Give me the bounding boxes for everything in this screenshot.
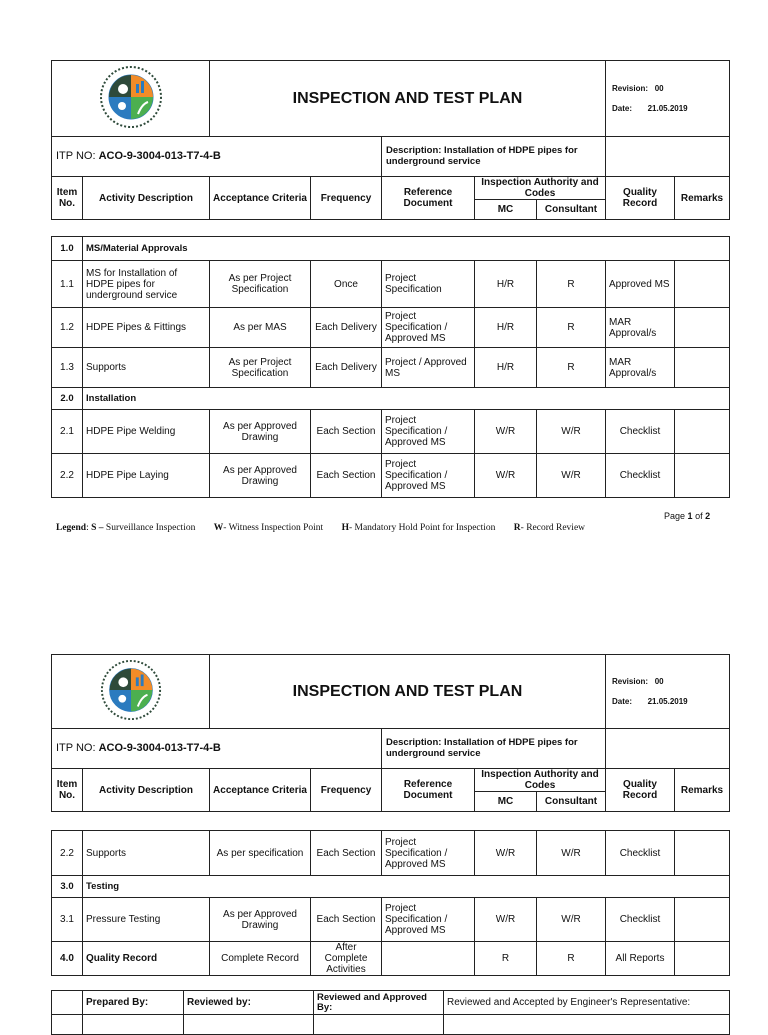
col-frequency: Frequency: [311, 177, 382, 220]
col-item-no: Item No.: [52, 177, 83, 220]
table-row: 2.2 HDPE Pipe Laying As per Approved Drawing Each Section Project Specification / Approved MS W/R W/R Checklist: [52, 454, 730, 498]
col-authority: Inspection Authority and Codes: [475, 177, 606, 200]
table-row: 4.0 Quality Record Complete Record After Complete Activities R R All Reports: [52, 942, 730, 976]
page2-header: [51, 654, 730, 812]
revision-value: 00: [654, 676, 664, 686]
prepared-by-label: Prepared By:: [83, 991, 184, 1015]
legend: Legend: S – Surveillance Inspection W- Witness Inspection Point H- Mandatory Hold Point for Inspection R- Record Review: [56, 523, 586, 533]
revision-value: 00: [654, 83, 664, 93]
col-mc: MC: [475, 200, 537, 220]
col-authority: Inspection Authority and Codes: [475, 769, 606, 792]
signature-block: [51, 990, 730, 1035]
col-quality: Quality Record: [606, 177, 675, 220]
plan-description: Description: Installation of HDPE pipes for underground service: [382, 729, 606, 769]
col-reference: Reference Document: [382, 769, 475, 812]
col-frequency: Frequency: [311, 769, 382, 812]
engineer-representative-label: Reviewed and Accepted by Engineer's Representative:: [444, 991, 730, 1015]
table-row: 1.1 MS for Installation of HDPE pipes for underground service As per Project Specification Once Project Specification H/R R Approved MS: [52, 261, 730, 308]
approved-by-label: Reviewed and Approved By:: [314, 991, 444, 1015]
col-activity: Activity Description: [83, 769, 210, 812]
col-activity: Activity Description: [83, 177, 210, 220]
table-row: 1.2 HDPE Pipes & Fittings As per MAS Each Delivery Project Specification / Approved MS H/R R MAR Approval/s: [52, 308, 730, 348]
section-row: 3.0 Testing: [52, 876, 730, 898]
page-number: Page 1 of 2: [664, 511, 711, 521]
col-remarks: Remarks: [675, 177, 730, 220]
col-acceptance: Acceptance Criteria: [210, 769, 311, 812]
col-consultant: Consultant: [537, 200, 606, 220]
col-mc: MC: [475, 792, 537, 812]
table-row: 1.3 Supports As per Project Specification Each Delivery Project / Approved MS H/R R MAR Approval/s: [52, 348, 730, 388]
document-title: INSPECTION AND TEST PLAN: [210, 655, 606, 729]
col-reference: Reference Document: [382, 177, 475, 220]
col-consultant: Consultant: [537, 792, 606, 812]
document-title: INSPECTION AND TEST PLAN: [210, 61, 606, 137]
date-value: 21.05.2019: [647, 103, 688, 113]
company-logo: [52, 655, 210, 729]
itp-number: ITP NO: ACO-9-3004-013-T7-4-B: [52, 729, 382, 769]
logo-icon: [96, 64, 166, 130]
date-value: 21.05.2019: [647, 696, 688, 706]
section-row: 1.0 MS/Material Approvals: [52, 237, 730, 261]
page1-body: [51, 236, 730, 498]
col-remarks: Remarks: [675, 769, 730, 812]
col-quality: Quality Record: [606, 769, 675, 812]
col-acceptance: Acceptance Criteria: [210, 177, 311, 220]
page2-body: [51, 830, 730, 976]
logo-icon: [96, 658, 166, 722]
reviewed-by-label: Reviewed by:: [184, 991, 314, 1015]
plan-description: Description: Installation of HDPE pipes for underground service: [382, 137, 606, 177]
col-item-no: Item No.: [52, 769, 83, 812]
page1-header: [51, 60, 730, 220]
table-row: 2.1 HDPE Pipe Welding As per Approved Drawing Each Section Project Specification / Approved MS W/R W/R Checklist: [52, 410, 730, 454]
itp-number: ITP NO: ACO-9-3004-013-T7-4-B: [52, 137, 382, 177]
table-row: 3.1 Pressure Testing As per Approved Drawing Each Section Project Specification / Approved MS W/R W/R Checklist: [52, 898, 730, 942]
section-row: 2.0 Installation: [52, 388, 730, 410]
table-row: 2.2 Supports As per specification Each Section Project Specification / Approved MS W/R W/R Checklist: [52, 831, 730, 876]
company-logo: [52, 61, 210, 137]
revision-date-block: Revision: 00 Date: 21.05.2019: [606, 61, 730, 137]
revision-date-block: Revision: 00 Date: 21.05.2019: [606, 655, 730, 729]
